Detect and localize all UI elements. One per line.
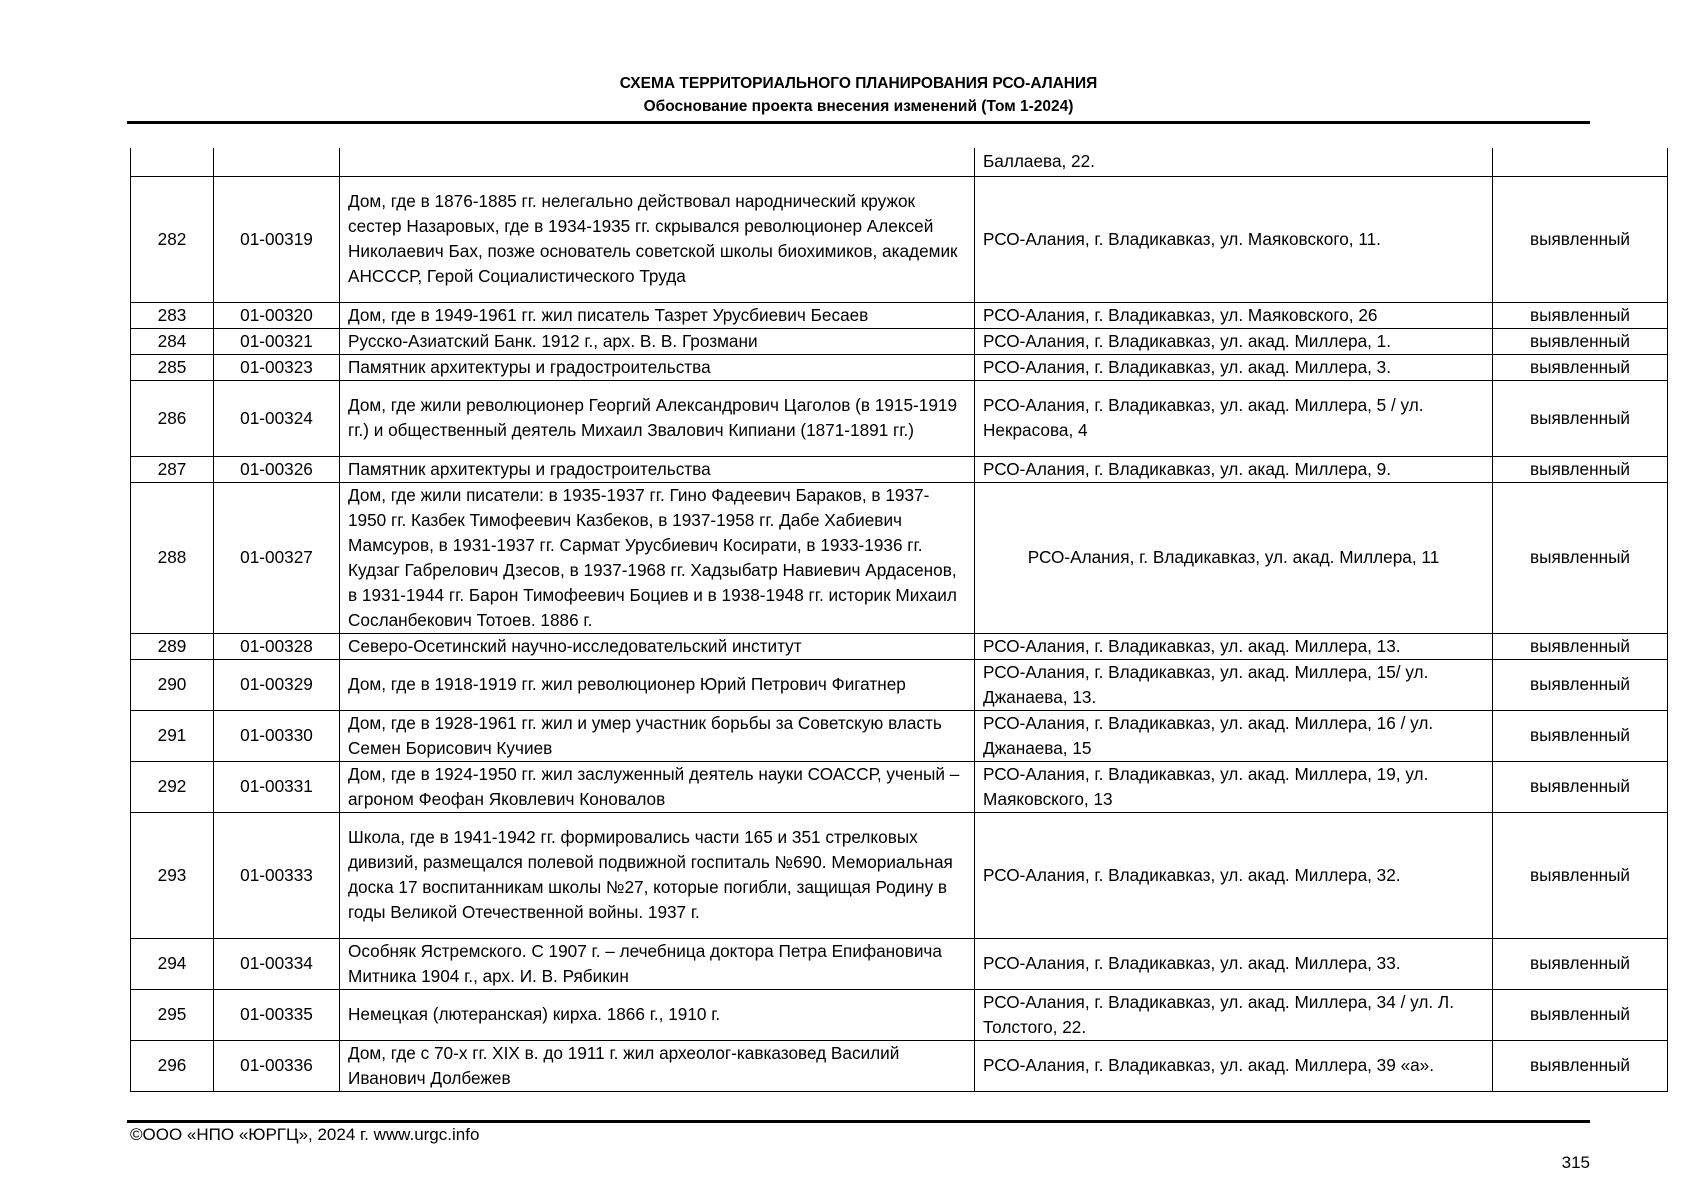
cell-address: Баллаева, 22.	[975, 148, 1493, 176]
cell-code: 01-00336	[214, 1040, 340, 1091]
cell-num: 294	[131, 938, 214, 989]
cell-code: 01-00329	[214, 659, 340, 710]
table-row	[131, 989, 1668, 1040]
document-title: СХЕМА ТЕРРИТОРИАЛЬНОГО ПЛАНИРОВАНИЯ РСО-АЛАНИЯ	[619, 75, 1098, 92]
cell-code: 01-00326	[214, 456, 340, 482]
cell-num: 289	[131, 633, 214, 659]
heritage-objects-table	[130, 148, 1668, 1092]
cell-name: Дом, где жили писатели: в 1935-1937 гг. Гино Фадеевич Бараков, в 1937-1950 гг. Казбек Тимофеевич Казбеков, в 1937-1958 гг. Дабе Хабиевич Мамсуров, в 1931-1937 гг. Сармат Урусбиевич Косирати, в 1933-1936 гг. Кудзаг Габрелович Дзесов, в 1937-1968 гг. Хадзыбатр Навиевич Ардасенов, в 1931-1944 гг. Барон Тимофеевич Боциев и в 1938-1948 гг. историк Михаил Сосланбекович Тотоев. 1886 г.	[340, 482, 975, 633]
cell-address: РСО-Алания, г. Владикавказ, ул. Маяковского, 26	[975, 302, 1493, 328]
cell-code: 01-00319	[214, 176, 340, 302]
cell-name: Русско-Азиатский Банк. 1912 г., арх. В. В. Грозмани	[340, 328, 975, 354]
table-body	[131, 148, 1668, 1091]
table-row	[131, 710, 1668, 761]
cell-address: РСО-Алания, г. Владикавказ, ул. акад. Миллера, 34 / ул. Л. Толстого, 22.	[975, 989, 1493, 1040]
cell-name	[340, 148, 975, 176]
cell-name: Дом, где жили революционер Георгий Александрович Цаголов (в 1915-1919 гг.) и общественный деятель Михаил Звалович Кипиани (1871-1891 гг.)	[340, 380, 975, 456]
cell-name: Дом, где в 1928-1961 гг. жил и умер участник борьбы за Советскую власть Семен Борисович Кучиев	[340, 710, 975, 761]
cell-num: 296	[131, 1040, 214, 1091]
cell-category: выявленный	[1493, 176, 1668, 302]
cell-name: Школа, где в 1941-1942 гг. формировались части 165 и 351 стрелковых дивизий, размещался полевой подвижной госпиталь №690. Мемориальная доска 17 воспитанникам школы №27, которые погибли, защищая Родину в годы Великой Отечественной войны. 1937 г.	[340, 812, 975, 938]
cell-num: 292	[131, 761, 214, 812]
cell-address: РСО-Алания, г. Владикавказ, ул. акад. Миллера, 11	[975, 482, 1493, 633]
cell-category: выявленный	[1493, 761, 1668, 812]
cell-category: выявленный	[1493, 380, 1668, 456]
header-divider	[127, 121, 1590, 124]
cell-category: выявленный	[1493, 482, 1668, 633]
cell-address: РСО-Алания, г. Владикавказ, ул. акад. Миллера, 9.	[975, 456, 1493, 482]
cell-num: 293	[131, 812, 214, 938]
cell-category: выявленный	[1493, 354, 1668, 380]
cell-category: выявленный	[1493, 633, 1668, 659]
table-row	[131, 380, 1668, 456]
document-header	[127, 72, 1590, 118]
cell-code: 01-00331	[214, 761, 340, 812]
cell-num: 287	[131, 456, 214, 482]
cell-num: 283	[131, 302, 214, 328]
table-row	[131, 302, 1668, 328]
cell-num: 286	[131, 380, 214, 456]
cell-category: выявленный	[1493, 659, 1668, 710]
cell-num: 285	[131, 354, 214, 380]
cell-code: 01-00323	[214, 354, 340, 380]
cell-address: РСО-Алания, г. Владикавказ, ул. акад. Миллера, 16 / ул. Джанаева, 15	[975, 710, 1493, 761]
cell-category: выявленный	[1493, 812, 1668, 938]
cell-name: Дом, где в 1918-1919 гг. жил революционер Юрий Петрович Фигатнер	[340, 659, 975, 710]
cell-code: 01-00335	[214, 989, 340, 1040]
cell-name: Дом, где в 1949-1961 гг. жил писатель Тазрет Урусбиевич Бесаев	[340, 302, 975, 328]
cell-name: Памятник архитектуры и градостроительства	[340, 456, 975, 482]
cell-name: Северо-Осетинский научно-исследовательский институт	[340, 633, 975, 659]
footer-copyright: ©ООО «НПО «ЮРГЦ», 2024 г. www.urgc.info	[130, 1125, 480, 1144]
cell-num: 284	[131, 328, 214, 354]
cell-address: РСО-Алания, г. Владикавказ, ул. акад. Миллера, 15/ ул. Джанаева, 13.	[975, 659, 1493, 710]
document-subtitle: Обоснование проекта внесения изменений (Том 1-2024)	[643, 98, 1074, 115]
table-row-continuation	[131, 148, 1668, 176]
cell-num: 295	[131, 989, 214, 1040]
cell-category: выявленный	[1493, 1040, 1668, 1091]
cell-category: выявленный	[1493, 302, 1668, 328]
cell-category: выявленный	[1493, 328, 1668, 354]
cell-code	[214, 148, 340, 176]
cell-code: 01-00334	[214, 938, 340, 989]
cell-code: 01-00321	[214, 328, 340, 354]
page-number: 315	[1561, 1153, 1590, 1172]
cell-code: 01-00320	[214, 302, 340, 328]
cell-num: 282	[131, 176, 214, 302]
cell-address: РСО-Алания, г. Владикавказ, ул. акад. Миллера, 33.	[975, 938, 1493, 989]
footer-divider	[127, 1120, 1590, 1123]
cell-num	[131, 148, 214, 176]
cell-num: 291	[131, 710, 214, 761]
cell-code: 01-00328	[214, 633, 340, 659]
table-row	[131, 482, 1668, 633]
cell-address: РСО-Алания, г. Владикавказ, ул. акад. Миллера, 19, ул. Маяковского, 13	[975, 761, 1493, 812]
cell-category	[1493, 148, 1668, 176]
cell-code: 01-00330	[214, 710, 340, 761]
cell-address: РСО-Алания, г. Владикавказ, ул. акад. Миллера, 13.	[975, 633, 1493, 659]
table-row	[131, 1040, 1668, 1091]
cell-name: Дом, где в 1924-1950 гг. жил заслуженный деятель науки СОАССР, ученый – агроном Феофан Яковлевич Коновалов	[340, 761, 975, 812]
cell-name: Дом, где с 70-х гг. XIX в. до 1911 г. жил археолог-кавказовед Василий Иванович Долбежев	[340, 1040, 975, 1091]
cell-address: РСО-Алания, г. Владикавказ, ул. акад. Миллера, 3.	[975, 354, 1493, 380]
cell-code: 01-00324	[214, 380, 340, 456]
cell-name: Дом, где в 1876-1885 гг. нелегально действовал народнический кружок сестер Назаровых, где в 1934-1935 гг. скрывался революционер Алексей Николаевич Бах, позже основатель советской школы биохимиков, академик АНСССР, Герой Социалистического Труда	[340, 176, 975, 302]
cell-category: выявленный	[1493, 938, 1668, 989]
table-row	[131, 938, 1668, 989]
table-row	[131, 176, 1668, 302]
cell-address: РСО-Алания, г. Владикавказ, ул. акад. Миллера, 5 / ул. Некрасова, 4	[975, 380, 1493, 456]
cell-name: Немецкая (лютеранская) кирха. 1866 г., 1910 г.	[340, 989, 975, 1040]
cell-name: Памятник архитектуры и градостроительства	[340, 354, 975, 380]
cell-category: выявленный	[1493, 989, 1668, 1040]
table-row	[131, 456, 1668, 482]
table-row	[131, 812, 1668, 938]
cell-address: РСО-Алания, г. Владикавказ, ул. акад. Миллера, 1.	[975, 328, 1493, 354]
cell-num: 288	[131, 482, 214, 633]
table-row	[131, 659, 1668, 710]
cell-name: Особняк Ястремского. С 1907 г. – лечебница доктора Петра Епифановича Митника 1904 г., арх. И. В. Рябикин	[340, 938, 975, 989]
cell-num: 290	[131, 659, 214, 710]
cell-code: 01-00333	[214, 812, 340, 938]
cell-address: РСО-Алания, г. Владикавказ, ул. акад. Миллера, 32.	[975, 812, 1493, 938]
cell-code: 01-00327	[214, 482, 340, 633]
table-row	[131, 328, 1668, 354]
cell-category: выявленный	[1493, 456, 1668, 482]
cell-address: РСО-Алания, г. Владикавказ, ул. Маяковского, 11.	[975, 176, 1493, 302]
cell-address: РСО-Алания, г. Владикавказ, ул. акад. Миллера, 39 «а».	[975, 1040, 1493, 1091]
cell-category: выявленный	[1493, 710, 1668, 761]
table-row	[131, 633, 1668, 659]
table-row	[131, 354, 1668, 380]
table-row	[131, 761, 1668, 812]
